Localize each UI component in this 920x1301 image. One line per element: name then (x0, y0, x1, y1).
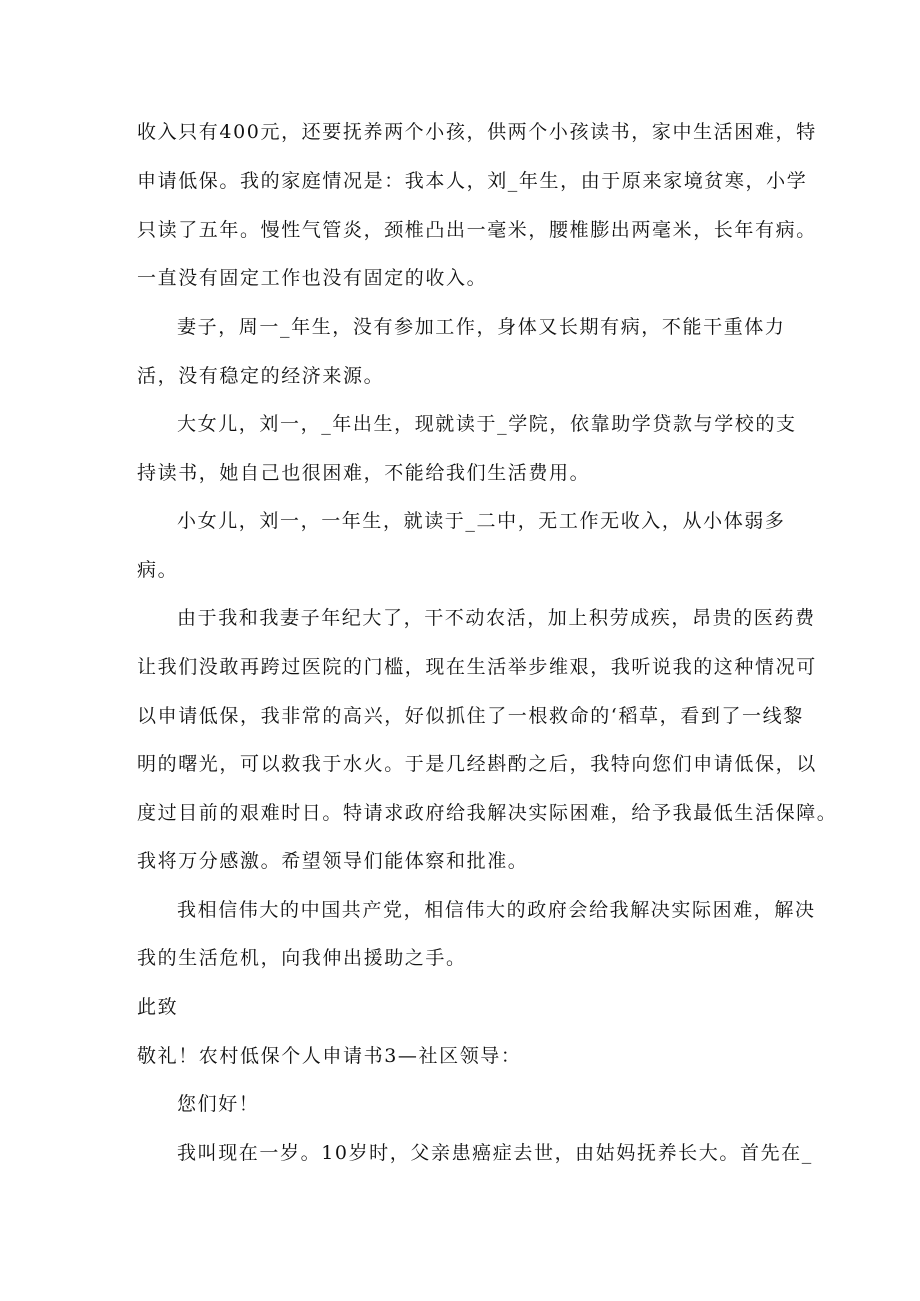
paragraph-line: 一直没有固定工作也没有固定的收入。 (137, 267, 488, 289)
paragraph-line: 以申请低保，我非常的高兴，好似抓住了一根救命的‘稻草，看到了一线黎 (137, 705, 804, 727)
paragraph-line: 收入只有400元，还要抚养两个小孩，供两个小孩读书，家中生活困难，特 (137, 121, 817, 143)
paragraph-line: 小女儿，刘一，一年生，就读于_二中，无工作无收入，从小体弱多 (177, 510, 786, 532)
paragraph-line: 活，没有稳定的经济来源。 (137, 365, 385, 387)
paragraph-line: 只读了五年。慢性气管炎，颈椎凸出一毫米，腰椎膨出两毫米，长年有病。 (137, 219, 817, 241)
paragraph-line: 持读书，她自己也很困难，不能给我们生活费用。 (137, 462, 591, 484)
paragraph-line: 大女儿，刘一，_年出生，现就读于_学院，依靠助学贷款与学校的支 (177, 413, 797, 435)
paragraph-line: 妻子，周一_年生，没有参加工作，身体又长期有病，不能干重体力 (177, 316, 786, 338)
paragraph-line: 我叫现在一岁。10岁时，父亲患癌症去世，由姑妈抚养长大。首先在_ (177, 1142, 813, 1164)
paragraph-line: 病。 (137, 559, 179, 581)
paragraph-line: 我相信伟大的中国共产党，相信伟大的政府会给我解决实际困难，解决 (177, 899, 816, 921)
paragraph-line: 度过目前的艰难时日。特请求政府给我解决实际困难，给予我最低生活保障。 (137, 802, 838, 824)
paragraph-line: 我将万分感激。希望领导们能体察和批准。 (137, 850, 529, 872)
paragraph-line: 由于我和我妻子年纪大了，干不动农活，加上积劳成疾，昂贵的医药费 (177, 607, 816, 629)
salutation-line: 敬礼！农村低保个人申请书3—社区领导： (137, 1045, 522, 1067)
closing-line: 此致 (137, 996, 179, 1018)
paragraph-line: 明的曙光，可以救我于水火。于是几经斟酌之后，我特向您们申请低保，以 (137, 753, 817, 775)
paragraph-line: 让我们没敢再跨过医院的门槛，现在生活举步维艰，我听说我的这种情况可 (137, 656, 817, 678)
paragraph-line: 申请低保。我的家庭情况是：我本人，刘_年生，由于原来家境贫寒，小学 (137, 170, 808, 192)
paragraph-line: 我的生活危机，向我伸出援助之手。 (137, 947, 467, 969)
greeting-line: 您们好！ (177, 1093, 260, 1115)
